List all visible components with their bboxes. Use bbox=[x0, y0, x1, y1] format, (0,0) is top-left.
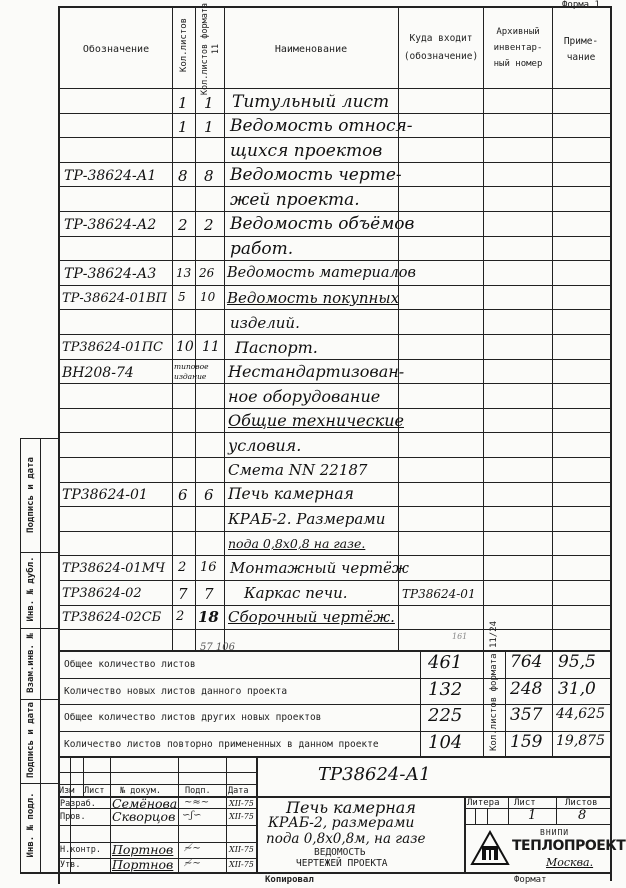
summary-handnote: 57 106 bbox=[200, 642, 235, 653]
stamp-doc-title-1: ВЕДОМОСТЬ bbox=[314, 847, 366, 858]
stamp-org-small: ВНИПИ bbox=[540, 828, 570, 837]
stamp-col-list: Лист bbox=[84, 786, 105, 796]
organization-logo-icon bbox=[470, 830, 510, 868]
header-designation: Обозначение bbox=[82, 44, 150, 55]
stamp-org-city: Москва. bbox=[546, 856, 594, 869]
header-archive: Архивный инвентар-ный номер bbox=[493, 27, 543, 69]
margin-outer bbox=[20, 438, 21, 872]
stamp-col-izm: Изм bbox=[59, 786, 75, 796]
summary-vertical-label: Кол.листов формата 11/24 bbox=[489, 620, 499, 751]
stamp-title-1: Печь камерная bbox=[286, 798, 416, 817]
side-label-sign1: Подпись и дата bbox=[26, 702, 36, 778]
stamp-sheet-value: 1 bbox=[528, 808, 537, 823]
header-sheets: Кол.листов bbox=[179, 17, 189, 73]
stamp-doc-title-2: ЧЕРТЕЖЕЙ ПРОЕКТА bbox=[296, 858, 388, 869]
stamp-title-2: КРАБ-2, размерами bbox=[268, 815, 415, 831]
header-format11: Кол.листов формата 11 bbox=[200, 2, 221, 96]
signature-mark: ~≈~ bbox=[184, 797, 210, 808]
side-label-inv: Инв. № подл. bbox=[26, 792, 36, 858]
margin-inner bbox=[40, 438, 41, 872]
frame-right bbox=[610, 6, 612, 881]
stamp-title-3: пода 0,8х0,8м, на газе bbox=[266, 831, 426, 847]
stamp-code: ТР38624-А1 bbox=[318, 764, 431, 785]
stamp-col-date: Дата bbox=[228, 786, 249, 796]
signature-mark: ≁∼ bbox=[184, 843, 201, 854]
side-label-vzam: Взам.инв. № bbox=[26, 633, 36, 693]
stamp-sheets-value: 8 bbox=[578, 808, 587, 823]
stamp-sheet-label: Лист bbox=[514, 798, 536, 808]
footer-copied: Копировал bbox=[265, 875, 314, 885]
footer-format: Формат bbox=[514, 875, 547, 885]
header-where: Куда входит (обозначение) bbox=[403, 33, 479, 62]
frame-top bbox=[58, 6, 610, 8]
signature-mark: ∽ʃ∽ bbox=[182, 810, 202, 821]
header-note: Приме-чание bbox=[563, 36, 599, 63]
stamp-sheets-label: Листов bbox=[565, 798, 598, 808]
side-label-dubl: Инв. № дубл. bbox=[26, 556, 36, 622]
side-label-sign2: Подпись и дата bbox=[26, 457, 36, 533]
stamp-col-sign: Подп. bbox=[185, 786, 211, 796]
signature-mark: ≁∼ bbox=[184, 858, 201, 869]
stamp-litera-label: Литера bbox=[467, 798, 500, 808]
stamp-col-doc: № докум. bbox=[120, 786, 161, 796]
stamp-org-name: ТЕПЛОПРОЕКТ bbox=[512, 838, 626, 854]
top-corner-label: Форма 1 bbox=[562, 0, 600, 10]
header-name: Наименование bbox=[274, 44, 348, 55]
frame-bottom bbox=[20, 872, 610, 874]
